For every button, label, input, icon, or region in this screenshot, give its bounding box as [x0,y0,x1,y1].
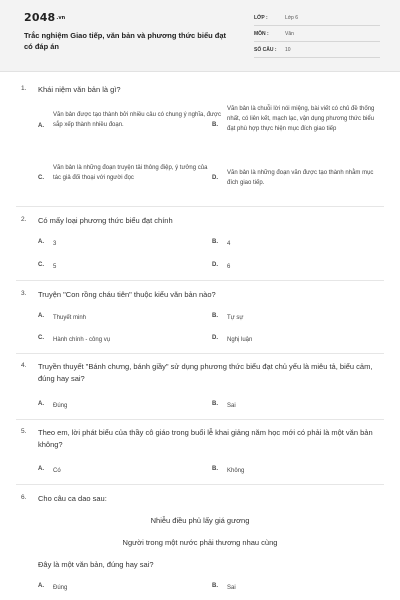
option-text: Nghị luận [227,337,253,343]
option-text: Tự sự [227,315,244,321]
verse-line-1: Nhiễu điều phủ lấy giá gương [150,516,250,525]
option-text: 6 [227,264,231,270]
divider [16,353,384,354]
option-text: 3 [53,241,57,247]
option-a[interactable] [38,401,188,411]
option-text: Không [227,468,245,474]
meta-question-count [254,44,380,58]
option-text: Đúng [53,403,68,409]
option-c[interactable] [38,163,223,199]
option-letter: B. [212,583,218,589]
logo-suffix: .vn [56,15,66,21]
divider [16,206,384,207]
option-b[interactable] [212,239,362,249]
meta-value: Văn [285,31,294,37]
option-text: Văn bản được tạo thành bởi nhiều câu có chung ý nghĩa, được sắp xếp thành nhiều đoạn. [53,112,221,128]
option-b[interactable] [212,401,362,411]
option-text: Có [53,468,61,474]
site-logo[interactable] [24,11,65,24]
option-letter: A. [38,466,44,472]
option-text: Đúng [53,585,68,591]
divider [16,484,384,485]
option-b[interactable] [212,104,384,150]
option-letter: B. [212,401,218,407]
question-text: Truyền thuyết "Bánh chưng, bánh giầy" sử dụng phương thức biểu đạt chủ yếu là miêu tả, biểu cảm, đúng hay sai? [38,362,373,383]
option-d[interactable] [212,335,362,345]
option-a[interactable] [38,313,188,323]
option-letter: C. [38,175,44,181]
option-text: 5 [53,264,57,270]
option-text: Văn bản là những đoạn văn được tạo thành nhằm mục đích giao tiếp. [227,170,374,186]
option-letter: A. [38,583,44,589]
option-a[interactable] [38,466,188,476]
question-text: Có mấy loại phương thức biểu đạt chính [38,216,173,225]
meta-value: Lớp 6 [285,15,299,21]
meta-label: MÔN : [254,31,269,37]
meta-label: LỚP : [254,15,268,21]
meta-subject [254,28,380,42]
option-b[interactable] [212,466,362,476]
meta-class [254,12,380,26]
question-text: Truyện "Con rồng cháu tiên" thuộc kiểu văn bản nào? [38,290,216,299]
option-letter: A. [38,239,44,245]
option-text: 4 [227,241,231,247]
question-number: 1. [21,85,27,92]
option-b[interactable] [212,313,362,323]
option-a[interactable] [38,239,188,249]
option-letter: B. [212,122,218,128]
question-text: Theo em, lời phát biểu của thầy cô giáo trong buổi lễ khai giảng năm học mới có phải là một văn bản không? [38,428,373,449]
option-letter: A. [38,123,44,129]
option-c[interactable] [38,262,188,272]
option-text: Thuyết minh [53,315,87,321]
page-title: Trắc nghiệm Giao tiếp, văn bản và phương thức biểu đạt có đáp án [24,31,227,51]
option-d[interactable] [212,262,362,272]
option-text: Hành chính - công vụ [53,337,111,343]
option-b[interactable] [212,583,362,593]
divider [16,419,384,420]
option-letter: D. [212,175,218,181]
option-letter: A. [38,401,44,407]
question-number: 4. [21,362,27,369]
option-a[interactable] [38,583,188,593]
option-letter: D. [212,262,218,268]
question-text: Khái niệm văn bản là gì? [38,85,121,94]
question-number: 5. [21,428,27,435]
option-text: Văn bản là chuỗi lời nói miệng, bài viết có chủ đề thống nhất, có liên kết, mạch lạc, vận dụng phương thức biểu đạt phù hợp thực hiện mục đích giao tiếp [227,106,375,132]
option-letter: B. [212,239,218,245]
verse-line-2: Người trong một nước phải thương nhau cùng [122,538,278,547]
option-text: Sai [227,403,236,409]
option-c[interactable] [38,335,188,345]
option-letter: A. [38,313,44,319]
option-text: Sai [227,585,236,591]
option-letter: C. [38,262,44,268]
document-header [0,0,400,72]
option-letter: D. [212,335,218,341]
logo-main: 2048 [24,11,56,24]
question-number: 2. [21,216,27,223]
meta-value: 10 [285,47,291,53]
question-number: 3. [21,290,27,297]
option-letter: B. [212,313,218,319]
option-letter: B. [212,466,218,472]
option-text: Văn bản là những đoạn truyện tải thông điệp, ý tưởng của tác giả đối thoại với người đọc [53,165,208,181]
meta-label: SỐ CÂU : [254,47,277,53]
question-number: 6. [21,494,27,501]
question-follow-text: Đây là một văn bản, đúng hay sai? [38,560,154,569]
option-letter: C. [38,335,44,341]
question-text: Cho câu ca dao sau: [38,494,107,503]
divider [16,280,384,281]
option-a[interactable] [38,110,223,146]
option-d[interactable] [212,168,384,194]
